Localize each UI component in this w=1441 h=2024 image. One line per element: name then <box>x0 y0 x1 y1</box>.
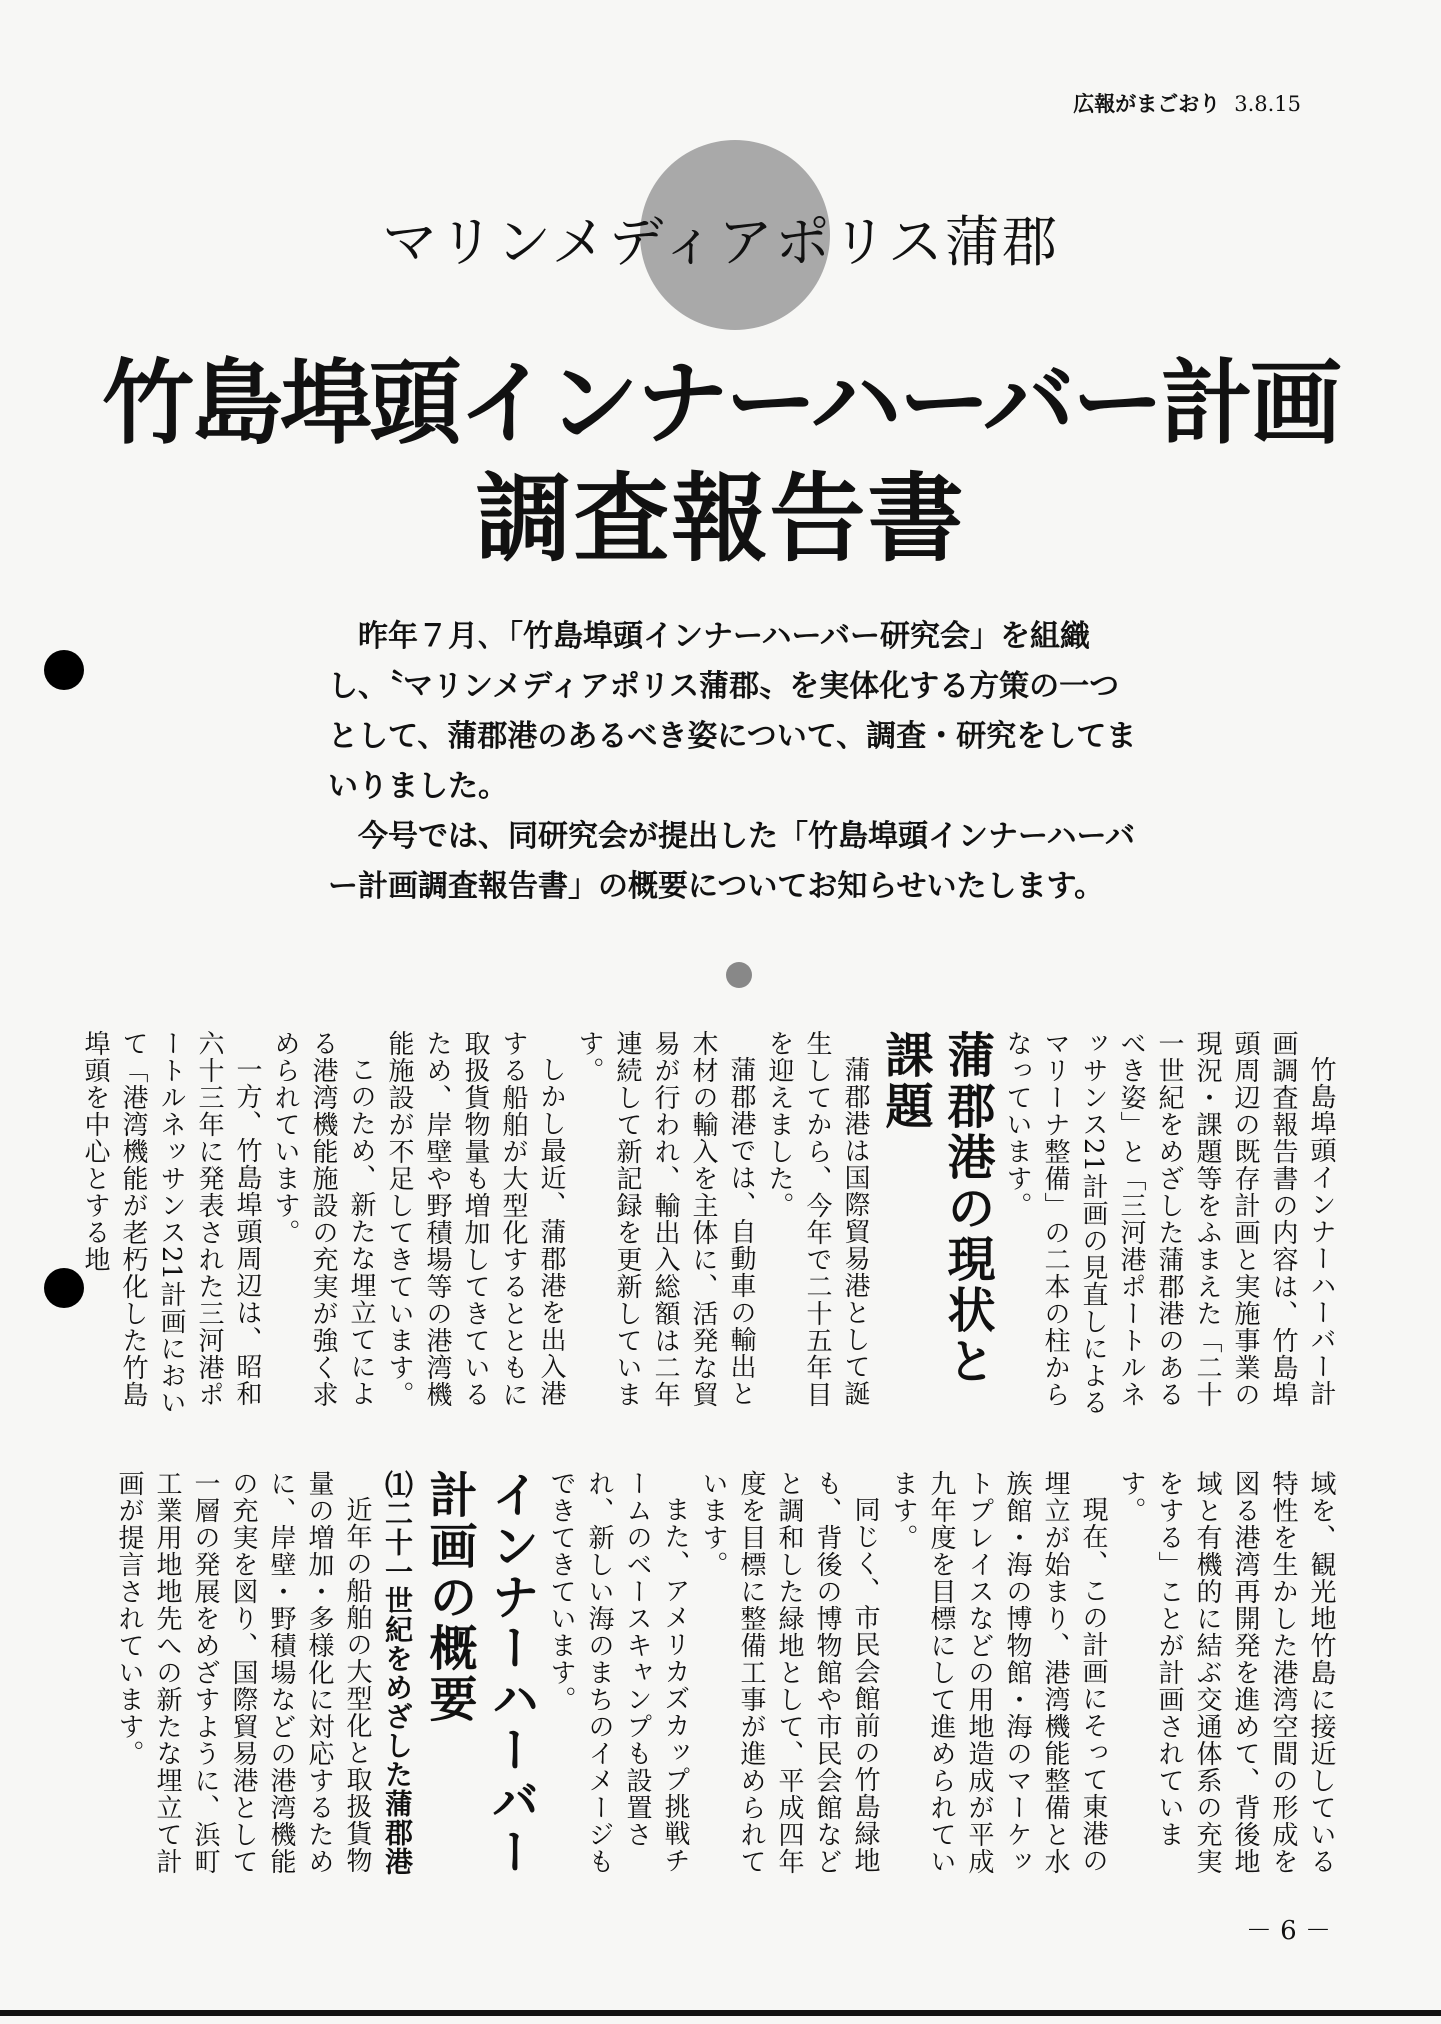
divider-dot <box>726 962 752 988</box>
bottom-rule <box>0 2010 1441 2016</box>
section-heading-plan-overview: インナーハーバー計画の概要 <box>421 1470 539 1878</box>
article-band-lower <box>114 1470 1340 1890</box>
subheading-21st-century: ⑴二十一世紀をめざした蒲郡港 <box>381 1470 414 1876</box>
intro-paragraph-2: 今号では、同研究会が提出した「竹島埠頭インナーハーバー計画調査報告書」の概要についてお知らせいたします。 <box>328 819 1135 904</box>
publication-header <box>1073 88 1301 118</box>
intro-text <box>328 612 1138 912</box>
paragraph-port-5: 一方、竹島埠頭周辺は、昭和六十三年に発表された三河港ポートルネッサンス21計画において「港湾機能が老朽化した竹島埠頭を中心とする地 <box>80 1030 262 1417</box>
section-heading-current-status: 蒲郡港の現状と課題 <box>877 1030 995 1387</box>
publication-name: 広報がまごおり <box>1073 92 1221 116</box>
paragraph-report: 竹島埠頭インナーハーバー計画調査報告書の内容は、竹島埠頭周辺の既存計画と実施事業の現況・課題等をふまえた「二十一世紀をめざした蒲郡港のあるべき姿」と「三河港ポートルネッサンス21計画の見直しによるマリーナ整備」の二本の柱からなっています。 <box>1002 1030 1336 1417</box>
main-title-line1: 竹島埠頭インナーハーバー計画 <box>102 350 1339 457</box>
binder-hole-top <box>44 650 84 690</box>
page-number: － 6 － <box>1245 1916 1331 1946</box>
paragraph-now-2: 同じく、市民会館前の竹島緑地も、背後の博物館や市民会館などと調和した緑地として、平成四年度を目標に整備工事が進められています。 <box>698 1470 880 1875</box>
intro-paragraph-1: 昨年７月､「竹島埠頭インナーハーバー研究会」を組織し、〝マリンメディアポリス蒲郡〟を実体化する方策の一つとして、蒲郡港のあるべき姿について、調査・研究をしてまいりました。 <box>328 619 1137 804</box>
main-title-line2: 調査報告書 <box>475 463 966 575</box>
paragraph-continued: 域を、観光地竹島に接近している特性を生かした港湾空間の形成を図る港湾再開発を進めて、背後地域と有機的に結ぶ交通体系の充実をする」ことが計画されています。 <box>1116 1470 1336 1875</box>
paragraph-port-3: しかし最近、蒲郡港を出入港する船舶が大型化するとともに取扱貨物量も増加してきているため、岸壁や野積場等の港湾機能施設が不足してきています。 <box>384 1030 566 1408</box>
paragraph-port-1: 蒲郡港は国際貿易港として誕生してから、今年で二十五年目を迎えました。 <box>764 1030 870 1408</box>
paragraph-now-1: 現在、この計画にそって東港の埋立が始まり、港湾機能整備と水族館・海の博物館・海のマーケットプレイスなどの用地造成が平成九年度を目標にして進められています。 <box>888 1470 1108 1875</box>
paragraph-now-3: また、アメリカズカップ挑戦チームのベースキャンプも設置され、新しい海のまちのイメージもできてきています。 <box>546 1470 690 1875</box>
paragraph-port-4: このため、新たな埋立てによる港湾機能施設の充実が強く求められています。 <box>270 1030 376 1408</box>
issue-date: 3.8.15 <box>1234 92 1301 116</box>
paragraph-plan-1: 近年の船舶の大型化と取扱貨物量の増加・多様化に対応するために、岸壁・野積場などの港湾機能の充実を図り、国際貿易港として一層の発展をめざすように、浜町工業用地地先への新たな埋立て計画が提言されています。 <box>114 1470 372 1875</box>
paragraph-port-2: 蒲郡港では、自動車の輸出と木材の輸入を主体に、活発な貿易が行われ、輸出入総額は二年連続して新記録を更新しています。 <box>574 1030 756 1408</box>
kicker-title: マリンメディアポリス蒲郡 <box>382 210 1059 274</box>
article-band-upper <box>80 1030 1340 1430</box>
